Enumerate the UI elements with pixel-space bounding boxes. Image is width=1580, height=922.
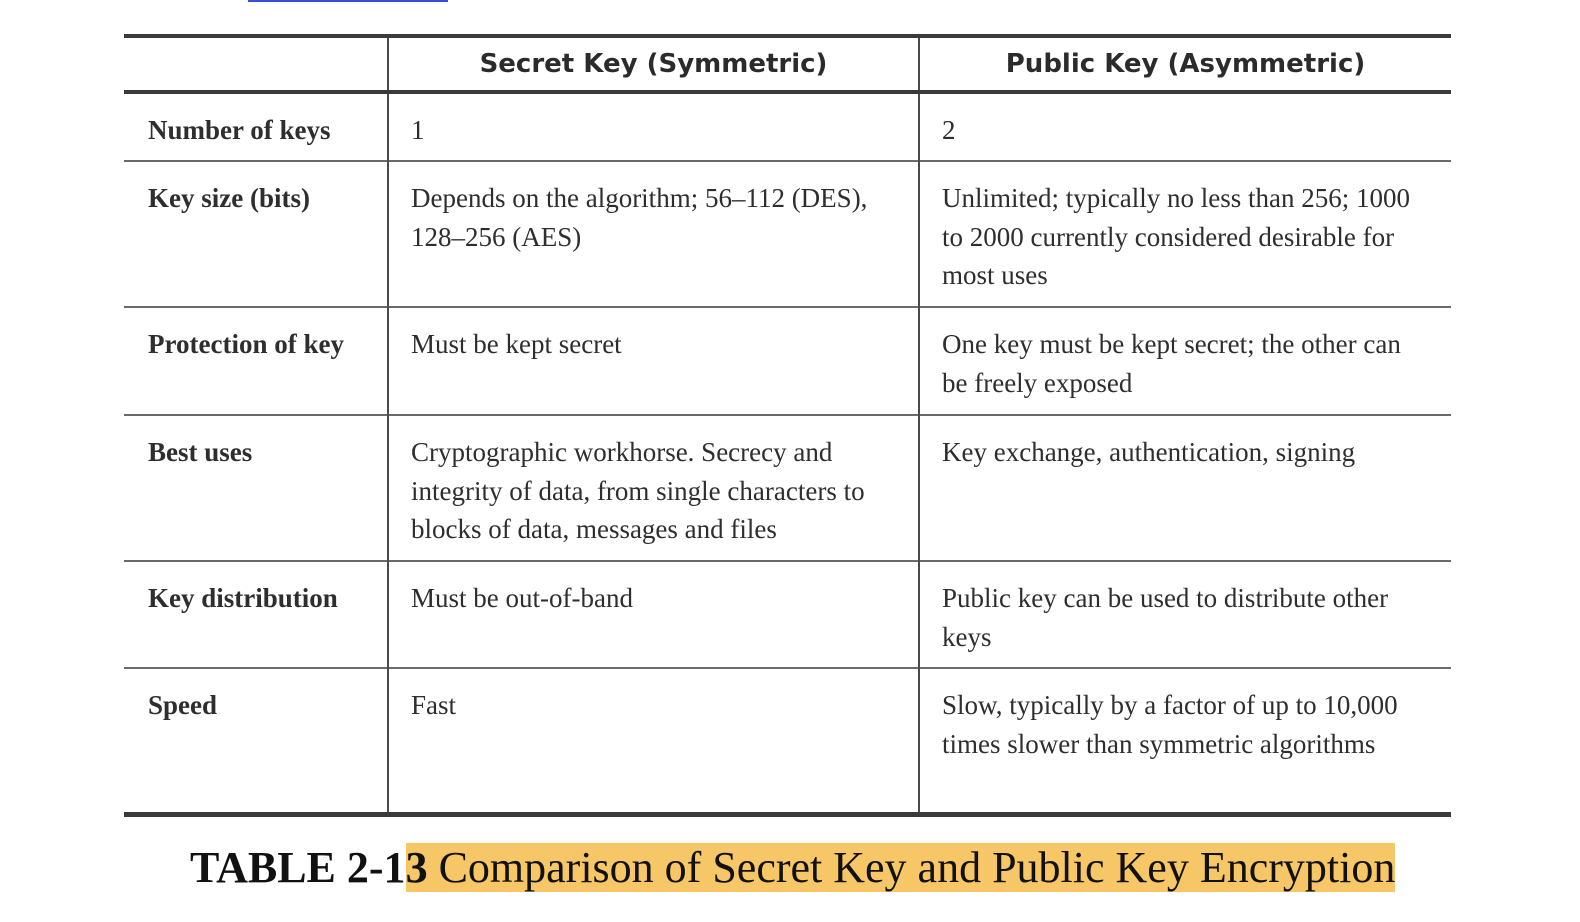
cell-secret: Must be out-of-band bbox=[388, 561, 919, 668]
row-label-protection-of-key: Protection of key bbox=[148, 329, 344, 359]
cell-public: Key exchange, authentication, signing bbox=[919, 415, 1451, 561]
row-label-speed: Speed bbox=[148, 690, 218, 720]
cell-secret: Cryptographic workhorse. Secrecy and integrity of data, from single characters to blocks of data, messages and files bbox=[388, 415, 919, 561]
cell-public: One key must be kept secret; the other can be freely exposed bbox=[919, 307, 1451, 415]
cell-secret: Fast bbox=[388, 668, 919, 814]
row-label-key-size: Key size (bits) bbox=[148, 183, 310, 213]
row-label-key-distribution: Key distribution bbox=[148, 583, 338, 613]
table-row bbox=[124, 415, 1451, 561]
caption-highlight-lead: 3 bbox=[405, 843, 428, 892]
cell-secret: Depends on the algorithm; 56–112 (DES), 128–256 (AES) bbox=[388, 161, 919, 307]
cell-public: Slow, typically by a factor of up to 10,000 times slower than symmetric algorithms bbox=[919, 668, 1451, 814]
table-row bbox=[124, 161, 1451, 307]
cell-public: Public key can be used to distribute other keys bbox=[919, 561, 1451, 668]
header-blank-cell bbox=[124, 36, 388, 92]
row-label-number-of-keys: Number of keys bbox=[148, 115, 331, 145]
header-secret-key: Secret Key (Symmetric) bbox=[388, 36, 919, 92]
header-public-key: Public Key (Asymmetric) bbox=[919, 36, 1451, 92]
table-row bbox=[124, 307, 1451, 415]
cell-public: Unlimited; typically no less than 256; 1000 to 2000 currently considered desirable for most uses bbox=[919, 161, 1451, 307]
table-row bbox=[124, 92, 1451, 161]
cell-secret: Must be kept secret bbox=[388, 307, 919, 415]
caption-highlight-text: Comparison of Secret Key and Public Key Encryption bbox=[427, 843, 1396, 892]
table-caption bbox=[190, 842, 1395, 894]
cell-secret: 1 bbox=[388, 92, 919, 161]
hyperlink-underline[interactable] bbox=[248, 0, 448, 2]
comparison-table bbox=[124, 34, 1451, 817]
caption-prefix: TABLE 2-1 bbox=[190, 843, 406, 892]
row-label-best-uses: Best uses bbox=[148, 437, 253, 467]
table-row bbox=[124, 561, 1451, 668]
table-row bbox=[124, 668, 1451, 814]
comparison-table-container bbox=[124, 34, 1451, 817]
table-header-row bbox=[124, 36, 1451, 92]
cell-public: 2 bbox=[919, 92, 1451, 161]
